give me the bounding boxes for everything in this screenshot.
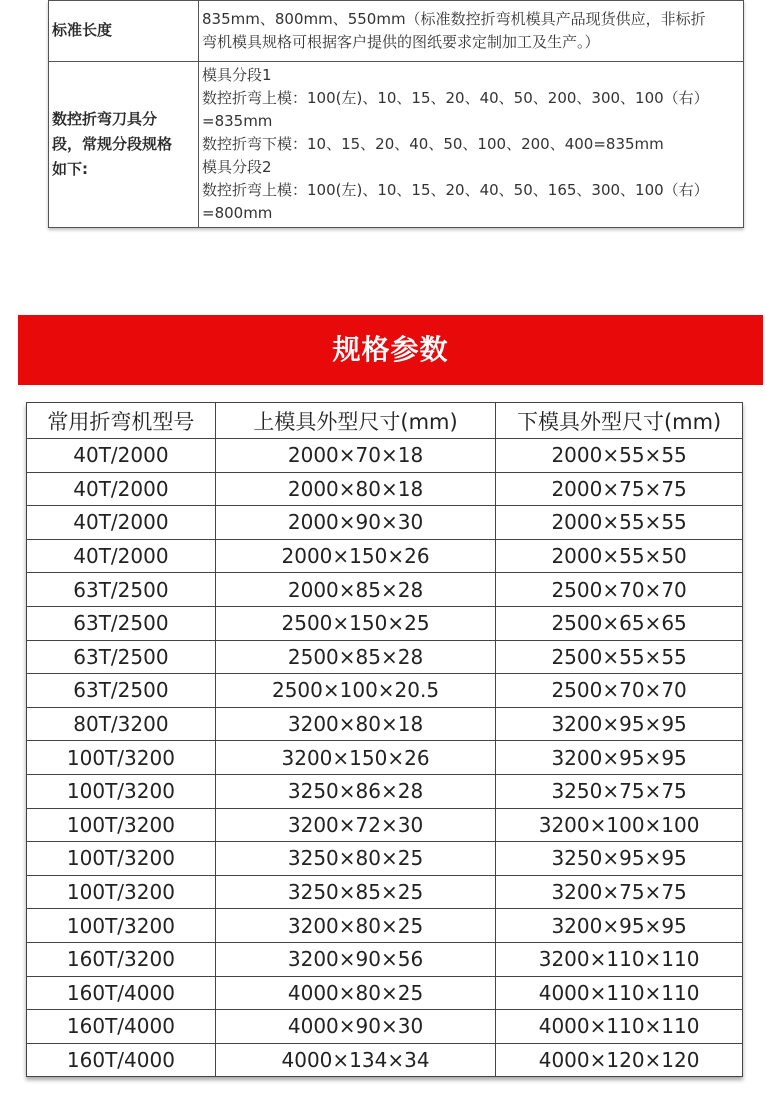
cell-machine-model: 160T/4000 bbox=[27, 1010, 216, 1044]
table-row bbox=[27, 842, 743, 876]
cell-upper-die-size: 4000×134×34 bbox=[215, 1043, 495, 1077]
cell-lower-die-size: 2000×75×75 bbox=[496, 472, 743, 506]
cell-upper-die-size: 2000×80×18 bbox=[215, 472, 495, 506]
cell-machine-model: 100T/3200 bbox=[27, 774, 216, 808]
info-line: 弯机模具规格可根据客户提供的图纸要求定制加工及生产。） bbox=[202, 33, 600, 51]
cell-upper-die-size: 3200×72×30 bbox=[215, 808, 495, 842]
cell-lower-die-size: 3200×75×75 bbox=[496, 875, 743, 909]
table-row bbox=[27, 808, 743, 842]
info-line: 模具分段2 bbox=[202, 158, 272, 176]
info-line: 数控折弯上模：100(左)、10、15、20、40、50、200、300、100（右） bbox=[202, 89, 709, 107]
cell-upper-die-size: 3200×80×25 bbox=[215, 909, 495, 943]
section-banner-title: 规格参数 bbox=[18, 315, 763, 385]
info-line: 模具分段1 bbox=[202, 66, 272, 84]
cell-upper-die-size: 3200×80×18 bbox=[215, 707, 495, 741]
cell-machine-model: 100T/3200 bbox=[27, 909, 216, 943]
header-lower-die-size: 下模具外型尺寸(mm) bbox=[496, 403, 743, 439]
cell-machine-model: 160T/4000 bbox=[27, 976, 216, 1010]
spec-table-body bbox=[27, 439, 743, 1077]
info-label-standard-length: 标准长度 bbox=[49, 1, 199, 62]
table-row bbox=[27, 439, 743, 473]
table-row bbox=[27, 875, 743, 909]
info-row-standard-length bbox=[49, 1, 744, 62]
cell-upper-die-size: 3200×90×56 bbox=[215, 942, 495, 976]
cell-lower-die-size: 3200×95×95 bbox=[496, 741, 743, 775]
table-row bbox=[27, 640, 743, 674]
info-line: =835mm bbox=[202, 112, 273, 130]
info-label-segments bbox=[49, 62, 199, 228]
cell-machine-model: 40T/2000 bbox=[27, 506, 216, 540]
cell-upper-die-size: 2000×90×30 bbox=[215, 506, 495, 540]
table-row bbox=[27, 774, 743, 808]
info-row-segments bbox=[49, 62, 744, 228]
cell-machine-model: 100T/3200 bbox=[27, 741, 216, 775]
cell-upper-die-size: 4000×80×25 bbox=[215, 976, 495, 1010]
cell-machine-model: 160T/3200 bbox=[27, 942, 216, 976]
cell-upper-die-size: 3250×80×25 bbox=[215, 842, 495, 876]
spec-header-row bbox=[27, 403, 743, 439]
cell-upper-die-size: 3250×85×25 bbox=[215, 875, 495, 909]
cell-lower-die-size: 3200×100×100 bbox=[496, 808, 743, 842]
cell-upper-die-size: 2500×100×20.5 bbox=[215, 674, 495, 708]
info-value-segments bbox=[199, 62, 744, 228]
cell-lower-die-size: 2000×55×55 bbox=[496, 506, 743, 540]
cell-lower-die-size: 3250×75×75 bbox=[496, 774, 743, 808]
info-line: 数控折弯下模：10、15、20、40、50、100、200、400=835mm bbox=[202, 135, 664, 153]
cell-lower-die-size: 3200×95×95 bbox=[496, 909, 743, 943]
cell-upper-die-size: 2000×150×26 bbox=[215, 539, 495, 573]
cell-lower-die-size: 2500×70×70 bbox=[496, 573, 743, 607]
table-row bbox=[27, 707, 743, 741]
table-row bbox=[27, 942, 743, 976]
cell-machine-model: 63T/2500 bbox=[27, 573, 216, 607]
info-label-line: 如下: bbox=[52, 160, 88, 178]
cell-lower-die-size: 3200×110×110 bbox=[496, 942, 743, 976]
cell-lower-die-size: 2500×55×55 bbox=[496, 640, 743, 674]
cell-machine-model: 100T/3200 bbox=[27, 808, 216, 842]
table-row bbox=[27, 1043, 743, 1077]
cell-machine-model: 40T/2000 bbox=[27, 539, 216, 573]
table-row bbox=[27, 573, 743, 607]
cell-machine-model: 100T/3200 bbox=[27, 842, 216, 876]
info-line: 835mm、800mm、550mm（标准数控折弯机模具产品现货供应，非标折 bbox=[202, 10, 706, 28]
table-row bbox=[27, 1010, 743, 1044]
info-line: =800mm bbox=[202, 204, 273, 222]
cell-upper-die-size: 2000×70×18 bbox=[215, 439, 495, 473]
spec-table bbox=[26, 402, 743, 1077]
table-row bbox=[27, 976, 743, 1010]
cell-machine-model: 40T/2000 bbox=[27, 472, 216, 506]
cell-upper-die-size: 4000×90×30 bbox=[215, 1010, 495, 1044]
cell-lower-die-size: 3200×95×95 bbox=[496, 707, 743, 741]
header-machine-model: 常用折弯机型号 bbox=[27, 403, 216, 439]
cell-machine-model: 63T/2500 bbox=[27, 606, 216, 640]
info-table bbox=[48, 0, 744, 228]
table-row bbox=[27, 674, 743, 708]
cell-machine-model: 80T/3200 bbox=[27, 707, 216, 741]
cell-upper-die-size: 3250×86×28 bbox=[215, 774, 495, 808]
cell-machine-model: 40T/2000 bbox=[27, 439, 216, 473]
header-upper-die-size: 上模具外型尺寸(mm) bbox=[215, 403, 495, 439]
cell-lower-die-size: 2000×55×55 bbox=[496, 439, 743, 473]
table-row bbox=[27, 539, 743, 573]
table-row bbox=[27, 506, 743, 540]
cell-machine-model: 63T/2500 bbox=[27, 640, 216, 674]
table-row bbox=[27, 472, 743, 506]
cell-lower-die-size: 4000×110×110 bbox=[496, 976, 743, 1010]
cell-upper-die-size: 3200×150×26 bbox=[215, 741, 495, 775]
cell-lower-die-size: 4000×110×110 bbox=[496, 1010, 743, 1044]
cell-lower-die-size: 4000×120×120 bbox=[496, 1043, 743, 1077]
cell-lower-die-size: 3250×95×95 bbox=[496, 842, 743, 876]
cell-machine-model: 160T/4000 bbox=[27, 1043, 216, 1077]
table-row bbox=[27, 606, 743, 640]
info-label-line: 数控折弯刀具分 bbox=[52, 110, 158, 128]
cell-upper-die-size: 2500×150×25 bbox=[215, 606, 495, 640]
info-line: 数控折弯上模：100(左)、10、15、20、40、50、165、300、100（右） bbox=[202, 181, 709, 199]
info-value-standard-length bbox=[199, 1, 744, 62]
cell-upper-die-size: 2000×85×28 bbox=[215, 573, 495, 607]
cell-lower-die-size: 2500×70×70 bbox=[496, 674, 743, 708]
cell-lower-die-size: 2500×65×65 bbox=[496, 606, 743, 640]
cell-machine-model: 100T/3200 bbox=[27, 875, 216, 909]
cell-machine-model: 63T/2500 bbox=[27, 674, 216, 708]
table-row bbox=[27, 741, 743, 775]
cell-lower-die-size: 2000×55×50 bbox=[496, 539, 743, 573]
cell-upper-die-size: 2500×85×28 bbox=[215, 640, 495, 674]
table-row bbox=[27, 909, 743, 943]
info-label-line: 段，常规分段规格 bbox=[52, 135, 173, 153]
